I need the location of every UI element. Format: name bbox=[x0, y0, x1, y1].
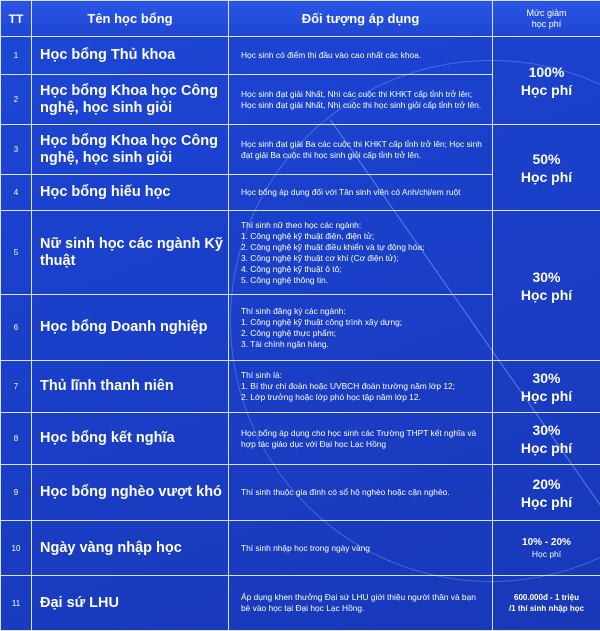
row-number: 2 bbox=[1, 75, 32, 125]
scholarship-target: Thí sinh nhập học trong ngày vàng bbox=[229, 521, 493, 576]
rate-cell bbox=[493, 37, 600, 125]
table-header-row bbox=[1, 1, 600, 37]
scholarship-name: Thủ lĩnh thanh niên bbox=[32, 361, 229, 413]
table-row bbox=[1, 361, 600, 413]
header-rate-line2: học phí bbox=[532, 19, 562, 29]
scholarship-name: Học bổng hiếu học bbox=[32, 175, 229, 211]
scholarship-name: Học bổng Khoa học Công nghệ, học sinh giỏi bbox=[32, 75, 229, 125]
table-row bbox=[1, 576, 600, 631]
rate-cell bbox=[493, 361, 600, 413]
rate-amount: 600.000đ - 1 triệu bbox=[493, 592, 600, 603]
rate-percent: 30% bbox=[493, 369, 600, 387]
table-row bbox=[1, 521, 600, 576]
scholarship-target: Học sinh có điểm thi đầu vào cao nhất các khoa. bbox=[229, 37, 493, 75]
scholarship-name: Nữ sinh học các ngành Kỹ thuật bbox=[32, 211, 229, 295]
row-number: 9 bbox=[1, 465, 32, 521]
rate-cell bbox=[493, 576, 600, 631]
rate-label: Học phí bbox=[493, 493, 600, 511]
scholarship-target: Thí sinh đăng ký các ngành: 1. Công nghệ kỹ thuật công trình xây dựng; 2. Công nghệ thực phẩm; 3. Tài chính ngân hàng. bbox=[229, 295, 493, 361]
table-row bbox=[1, 211, 600, 295]
header-rate bbox=[493, 1, 600, 37]
rate-label: Học phí bbox=[493, 387, 600, 405]
row-number: 7 bbox=[1, 361, 32, 413]
rate-label: Học phí bbox=[493, 286, 600, 304]
rate-percent: 100% bbox=[493, 63, 600, 81]
rate-label: Học phí bbox=[493, 168, 600, 186]
scholarship-name: Học bổng Thủ khoa bbox=[32, 37, 229, 75]
rate-percent: 30% bbox=[493, 268, 600, 286]
row-number: 11 bbox=[1, 576, 32, 631]
scholarship-target: Áp dụng khen thưởng Đại sứ LHU giới thiệu người thân và bạn bè vào học tại Đại học Lạc Hồng. bbox=[229, 576, 493, 631]
rate-cell bbox=[493, 125, 600, 211]
scholarship-name: Học bổng Doanh nghiệp bbox=[32, 295, 229, 361]
rate-cell bbox=[493, 211, 600, 361]
table-row bbox=[1, 465, 600, 521]
rate-percent: 30% bbox=[493, 421, 600, 439]
row-number: 5 bbox=[1, 211, 32, 295]
rate-cell bbox=[493, 413, 600, 465]
rate-label: Học phí bbox=[493, 549, 600, 560]
scholarship-target: Học sinh đạt giải Ba các cuộc thi KHKT cấp tỉnh trở lên; Học sinh đạt giải Ba cuộc thi học sinh giỏi cấp tỉnh trở lên. bbox=[229, 125, 493, 175]
row-number: 6 bbox=[1, 295, 32, 361]
rate-percent: 20% bbox=[493, 475, 600, 493]
scholarship-name: Đại sứ LHU bbox=[32, 576, 229, 631]
scholarship-target: Thí sinh thuộc gia đình có sổ hộ nghèo hoặc cận nghèo. bbox=[229, 465, 493, 521]
row-number: 3 bbox=[1, 125, 32, 175]
scholarship-target: Thí sinh là: 1. Bí thư chi đoàn hoặc UVBCH đoàn trường năm lớp 12; 2. Lớp trưởng hoặc lớp phó học tập năm lớp 12. bbox=[229, 361, 493, 413]
scholarship-name: Học bổng Khoa học Công nghệ, học sinh giỏi bbox=[32, 125, 229, 175]
rate-label: Học phí bbox=[493, 81, 600, 99]
header-target: Đối tượng áp dụng bbox=[229, 1, 493, 37]
scholarship-target: Thí sinh nữ theo học các ngành: 1. Công nghệ kỹ thuật điện, điện tử; 2. Công nghệ kỹ thuật điều khiển và tự động hóa; 3. Công nghệ kỹ thuật cơ khí (Cơ điện tử); 4. Công nghệ kỹ thuật ô tô; 5. Công nghệ thông tin. bbox=[229, 211, 493, 295]
row-number: 1 bbox=[1, 37, 32, 75]
scholarship-name: Học bổng kết nghĩa bbox=[32, 413, 229, 465]
rate-percent: 10% - 20% bbox=[493, 536, 600, 549]
scholarship-name: Ngày vàng nhập học bbox=[32, 521, 229, 576]
row-number: 4 bbox=[1, 175, 32, 211]
rate-percent: 50% bbox=[493, 150, 600, 168]
header-rate-line1: Mức giảm bbox=[526, 8, 566, 18]
table-row bbox=[1, 37, 600, 75]
header-tt: TT bbox=[1, 1, 32, 37]
row-number: 10 bbox=[1, 521, 32, 576]
rate-cell bbox=[493, 521, 600, 576]
scholarship-target: Học bổng áp dụng cho học sinh các Trường THPT kết nghĩa và hợp tác giáo dục với Đại học Lạc Hồng bbox=[229, 413, 493, 465]
scholarship-target: Học sinh đạt giải Nhất, Nhì các cuộc thi KHKT cấp tỉnh trở lên; Học sinh đạt giải Nhất, Nhì cuộc thi học sinh giỏi cấp tỉnh trở lên. bbox=[229, 75, 493, 125]
table-row bbox=[1, 413, 600, 465]
scholarship-name: Học bổng nghèo vượt khó bbox=[32, 465, 229, 521]
scholarship-target: Học bổng áp dụng đối với Tân sinh viên có Anh/chị/em ruột bbox=[229, 175, 493, 211]
row-number: 8 bbox=[1, 413, 32, 465]
rate-cell bbox=[493, 465, 600, 521]
header-name: Tên học bổng bbox=[32, 1, 229, 37]
rate-label: Học phí bbox=[493, 439, 600, 457]
rate-unit: /1 thí sinh nhập học bbox=[493, 603, 600, 614]
table-row bbox=[1, 125, 600, 175]
